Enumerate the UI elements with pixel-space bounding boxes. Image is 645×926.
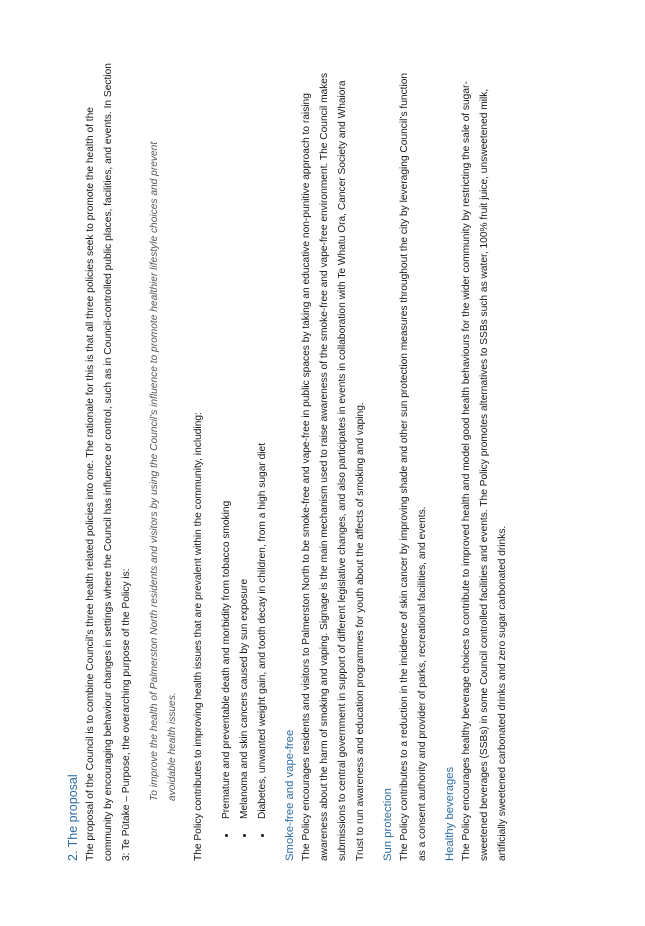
- smokefree-paragraph: The Policy encourages residents and visitors to Palmerston North to be smoke-free and vape-free in public spaces by taking an educative non-punitive approach to raising awareness about the harm of smoking and vaping. Signage is the main mechanism used to raise awareness of the smoke-free and vape-free environment. The Council makes submissions to central government in support of different legislative changes, and also participates in events in collaboration with Te Whatu Ora, Cancer Society and Whaiora Trust to run awareness and education programmes for youth about the affects of smoking and vaping.: [301, 72, 366, 861]
- healthy-beverages-heading: Healthy beverages: [444, 766, 456, 861]
- document-content: [64, 61, 512, 861]
- contributes-intro: The Policy contributes to improving health issues that are prevalent within the community, including:: [193, 412, 204, 861]
- list-item: • Melanoma and skin cancers caused by sun exposure: [236, 61, 254, 825]
- sun-protection-paragraph: The Policy contributes to a reduction in the incidence of skin cancer by improving shade and other sun protection measures throughout the city by leveraging Council’s function as a consent authority and provider of parks, recreational facilities, and events.: [399, 72, 428, 861]
- sun-protection-heading: Sun protection: [382, 788, 394, 861]
- smokefree-heading: Smoke-free and vape-free: [284, 729, 296, 861]
- intro-paragraph: The proposal of the Council is to combine Council’s three health related policies into one. The rationale for this is that all three policies seek to promote the health of the community by encouraging behaviour changes in settings where the Council has influence or control, such as in Council-controlled public places, facilities, and events. In Section 3: Te Pūtake – Purpose, the overarching purpose of the Policy is:: [85, 63, 132, 861]
- purpose-quote: To improve the health of Palmerston North residents and visitors by using the Council’s influence to promote healthier lifestyle choices and prevent avoidable health issues.: [149, 141, 178, 801]
- health-issues-list: [218, 61, 272, 861]
- list-item: • Diabetes, unwanted weight gain, and tooth decay in children, from a high sugar diet: [254, 61, 272, 825]
- healthy-beverages-paragraph: The Policy encourages healthy beverage choices to contribute to improved health and model good health behaviours for the wider community by restricting the sale of sugar-sweetened beverages (SSBs) in some Council controlled facilities and events. The Policy promotes alternatives to SSBs such as water, 100% fruit juice, unsweetened milk, artificially sweetened carbonated drinks and zero sugar carbonated drinks.: [461, 81, 508, 861]
- section-heading: 2. The proposal: [66, 774, 80, 861]
- list-item: • Premature and preventable death and morbidity from tobacco smoking: [218, 61, 236, 825]
